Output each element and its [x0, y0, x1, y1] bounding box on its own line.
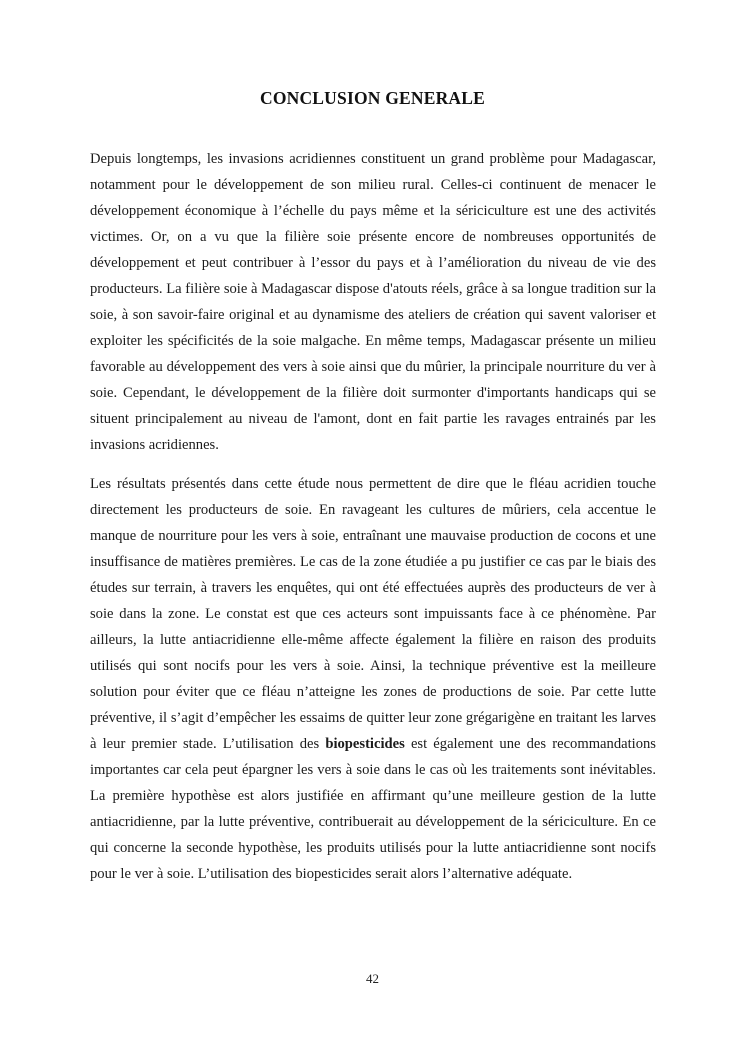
page-number: 42 [366, 971, 379, 986]
bold-term-biopesticides: biopesticides [325, 736, 405, 752]
paragraph-2 [90, 471, 656, 887]
page-title: CONCLUSION GENERALE [259, 88, 486, 108]
paragraph-1-text: Depuis longtemps, les invasions acridiennes constituent un grand problème pour Madagascar, notamment pour le développement de son milieu rural. Celles-ci continuent de menacer le développement économique à l’échelle du pays même et la sériciculture est une des activités victimes. Or, on a vu que la filière soie présente encore de nombreuses opportunités de développement et peut contribuer à l’essor du pays et à l’amélioration du niveau de vie des producteurs. La filière soie à Madagascar dispose d'atouts réels, grâce à sa longue tradition sur la soie, à son savoir-faire original et au dynamisme des ateliers de création qui savent valoriser et exploiter les spécificités de la soie malgache. En même temps, Madagascar présente un milieu favorable au développement des vers à soie ainsi que du mûrier, la principale nourriture du ver à soie. Cependant, le développement de la filière doit surmonter d'importants handicaps qui se situent principalement au niveau de l'amont, dont en fait partie les ravages entrainés par les invasions acridiennes. [90, 151, 656, 453]
paragraph-1 [90, 146, 656, 458]
paragraph-2-text-pre: Les résultats présentés dans cette étude nous permettent de dire que le fléau acridien touche directement les producteurs de soie. En ravageant les cultures de mûriers, cela accentue le manque de nourriture pour les vers à soie, entraînant une mauvaise production de cocons et une insuffisance de matières premières. Le cas de la zone étudiée a pu justifier ce cas par le biais des études sur terrain, à travers les enquêtes, qui ont été effectuées auprès des producteurs de ver à soie dans la zone. Le constat est que ces acteurs sont impuissants face à ce phénomène. Par ailleurs, la lutte antiacridienne elle-même affecte également la filière en raison des produits utilisés qui sont nocifs pour les vers à soie. Ainsi, la technique préventive est la meilleure solution pour éviter que ce fléau n’atteigne les zones de productions de soie. Par cette lutte préventive, il s’agit d’empêcher les essaims de quitter leur zone grégarigène en traitant les larves à leur premier stade. L’utilisation des [90, 476, 656, 752]
paragraph-2-text-post: est également une des recommandations importantes car cela peut épargner les vers à soie dans le cas où les traitements sont inévitables. La première hypothèse est alors justifiée en affirmant qu’une meilleure gestion de la lutte antiacridienne, par la lutte préventive, contribuerait au développement de la sériciculture. En ce qui concerne la seconde hypothèse, les produits utilisés pour la lutte antiacridienne sont nocifs pour le ver à soie. L’utilisation des biopesticides serait alors l’alternative adéquate. [90, 736, 656, 882]
document-body [90, 146, 656, 887]
